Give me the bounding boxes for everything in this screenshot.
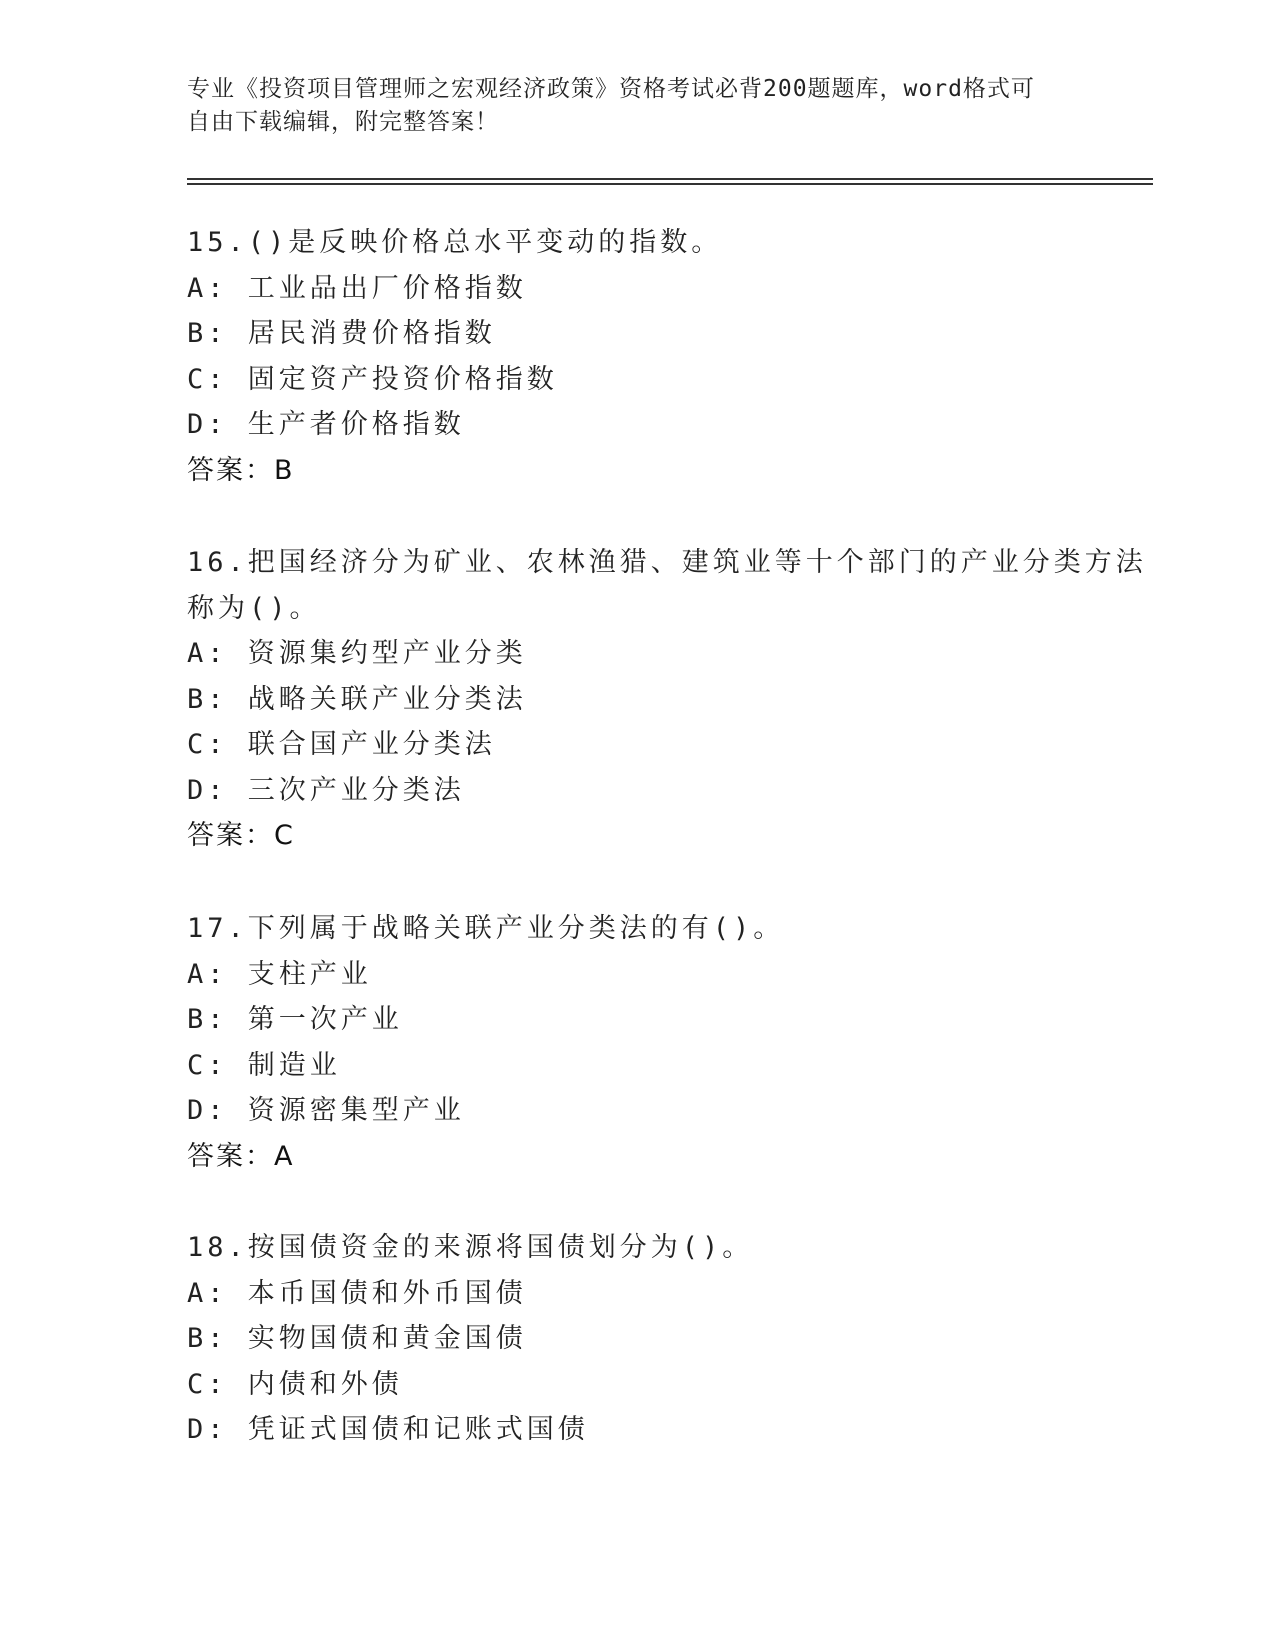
option-d: D: 生产者价格指数 — [187, 409, 465, 440]
option-b: B: 实物国债和黄金国债 — [187, 1323, 527, 1354]
option-d: D: 三次产业分类法 — [187, 774, 465, 806]
option-c: C: 内债和外债 — [187, 1368, 403, 1400]
option-b: B: 居民消费价格指数 — [187, 318, 496, 349]
option-b: B: 第一次产业 — [187, 1004, 403, 1035]
option-c: C: 制造业 — [187, 1049, 341, 1081]
question-17 — [187, 906, 1087, 1179]
option-d: D: 资源密集型产业 — [187, 1095, 465, 1126]
question-stem: 16.把国经济分为矿业、农林渔猎、建筑业等十个部门的产业分类方法 — [187, 547, 1147, 578]
option-d: D: 凭证式国债和记账式国债 — [187, 1414, 589, 1445]
question-18 — [187, 1225, 1087, 1453]
question-15 — [187, 220, 1087, 493]
question-stem-continued: 称为()。 — [187, 592, 321, 624]
answer-label: 答案：B — [187, 454, 295, 486]
question-stem: 18.按国债资金的来源将国债划分为()。 — [187, 1232, 754, 1263]
document-header — [187, 73, 1067, 139]
question-stem: 15.()是反映价格总水平变动的指数。 — [187, 227, 723, 258]
header-line-1: 专业《投资项目管理师之宏观经济政策》资格考试必背200题题库，word格式可 — [187, 76, 1035, 102]
option-b: B: 战略关联产业分类法 — [187, 683, 527, 715]
header-divider-bottom — [187, 183, 1153, 185]
option-a: A: 支柱产业 — [187, 958, 372, 990]
option-a: A: 资源集约型产业分类 — [187, 638, 527, 669]
question-stem: 17.下列属于战略关联产业分类法的有()。 — [187, 913, 785, 944]
header-line-2: 自由下载编辑，附完整答案！ — [187, 109, 499, 135]
header-divider-top — [187, 178, 1153, 180]
option-a: A: 本币国债和外币国债 — [187, 1277, 527, 1309]
option-a: A: 工业品出厂价格指数 — [187, 272, 527, 304]
option-c: C: 联合国产业分类法 — [187, 729, 496, 760]
answer-label: 答案：C — [187, 820, 295, 851]
question-16 — [187, 540, 1147, 859]
option-c: C: 固定资产投资价格指数 — [187, 363, 558, 395]
answer-label: 答案：A — [187, 1140, 295, 1172]
